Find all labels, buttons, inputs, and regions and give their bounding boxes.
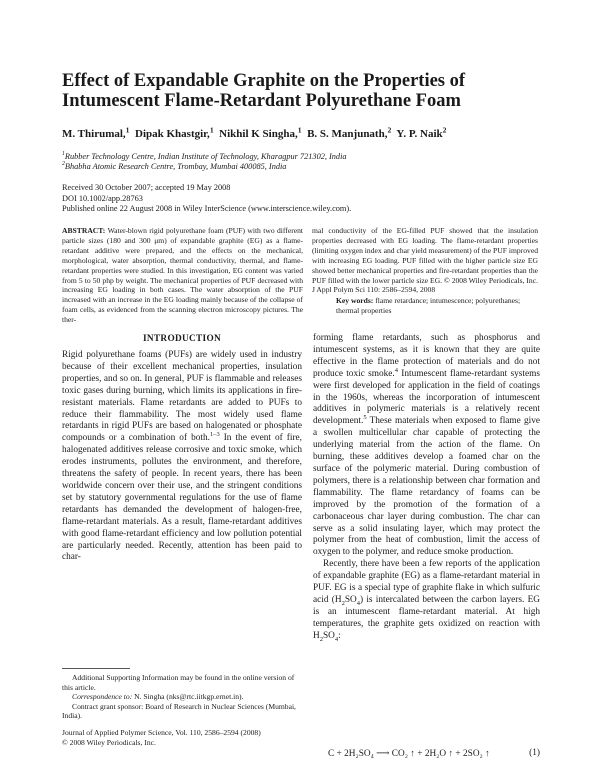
author: Y. P. Naik$^2$ — [396, 125, 447, 140]
article-title: Effect of Expandable Graphite on the Properties of Intumescent Flame-Retardant Polyurethane Foam — [62, 71, 466, 111]
keywords-label: Key words: — [336, 296, 374, 305]
paragraph: forming flame retardants, such as phosphorus and intumescent systems, as it is known that they are quite effective in the flame protection of materials and do not produce toxic smoke.$^4$ Intumescent flame-retardant systems were first developed for application in the field of coatings in the 1960s, whereas the incorporation of intumescent additives in polymeric materials is a relatively recent development.$^5$ These materials when exposed to flame give a swollen multicellular char capable of protecting the underlying material from the action of the flame. On burning, these additives develop a foamed char on the surface of the polymeric material. During combustion of polymers, there is a relationship between char formation and flammability. The flame retardancy of foams can be improved by the promotion of the formation of a carbonaceous char layer during combustion. The char can serve as a solid insulating layer, which may protect the polymer from the heat of combustion, limit the access of oxygen to the polymer, and reduce smoke production. — [313, 333, 540, 558]
abstract-text-left: Water-blown rigid polyurethane foam (PUF) with two different particle sizes (180 and 300 μm) of expandable graphite (EG) as a flame-retardant additive were prepared, and the effects on the mechanical, morphological, water absorption, thermal conductivity, thermal, and flame-retardant properties were studied. In this investigation, EG content was varied from 5 to 50 php by weight. The mechanical properties of PUF decreased with increasing EG loading in both cases. The water absorption of the PUF increased with an increase in the EG loading mainly because of the collapse of foam cells, as evidenced from the scanning electron microscopy pictures. The ther- — [62, 226, 303, 325]
affiliation: $^1$Rubber Technology Centre, Indian Institute of Technology, Kharagpur 721302, India — [62, 151, 347, 161]
doi: DOI 10.1002/app.28763 — [62, 193, 143, 203]
footnote-supporting-info: Additional Supporting Information may be found in the online version of this article. — [62, 673, 295, 692]
equation-number: (1) — [529, 748, 540, 758]
journal-citation — [62, 728, 302, 747]
author: Nikhil K Singha,$^1$ — [219, 125, 302, 140]
section-heading-introduction: INTRODUCTION — [143, 334, 221, 344]
author: B. S. Manjunath,$^2$ — [307, 125, 392, 140]
keywords-text: flame retardance; intumescence; polyurethanes; thermal properties — [336, 296, 521, 315]
abstract-label: ABSTRACT: — [62, 226, 106, 235]
footnotes — [62, 673, 302, 721]
abstract-left — [62, 226, 303, 325]
equation-body: C + 2H₂SO₄ ⟶ CO₂ ↑ + 2H₂O ↑ + 2SO₂ ↑ — [328, 749, 490, 759]
author-list — [62, 125, 562, 140]
received-date: Received 30 October 2007; accepted 19 May 2008 — [62, 183, 231, 192]
paragraph: Recently, there have been a few reports of the application of expandable graphite (EG) as a flame-retardant material in PUF. EG is a special type of graphite flake in which sulfuric acid $(H_2SO_4)$ is intercalated between the carbon layers. EG is an intumescent flame-retardant material. At high temperatures, the graphite gets oxidized on reaction with $H_2SO_4$: — [313, 559, 540, 643]
published-date: Published online 22 August 2008 in Wiley InterScience (www.interscience.wiley.com). — [62, 204, 352, 213]
footnote-correspondence: Correspondence to: N. Singha (nks@rtc.iitkgp.ernet.in). — [72, 692, 244, 702]
paragraph: Rigid polyurethane foams (PUFs) are widely used in industry because of their excellent mechanical properties, insulation properties, and so on. In general, PUF is flammable and releases toxic gases during burning, which limits its applications in fire-resistant materials. Flame retardants are added to PUFs to reduce their flammability. The most widely used flame retardants in rigid PUFs are based on halogenated or phosphate compounds or a combination of both.$^{1-3}$ In the event of fire, halogenated additives release corrosive and toxic smoke, which erodes instruments, pollutes the environment, and therefore, threatens the safety of people. In recent years, there has been worldwide concern over their use, and the stringent conditions set by statutory governmental regulations for the use of flame retardants has demanded the development of halogen-free, flame-retardant materials. As a result, flame-retardant additives with good flame-retardant efficiency and low pollution potential are particularly needed. Recently, attention has been paid to char- — [62, 350, 303, 563]
author: M. Thirumal,$^1$ — [62, 125, 130, 140]
author: Dipak Khastgir,$^1$ — [135, 125, 214, 140]
copyright: © 2008 Wiley Periodicals, Inc. — [62, 737, 156, 747]
affiliation: $^2$Bhabha Atomic Research Centre, Trombay, Mumbai 400085, India — [62, 161, 287, 171]
abstract-right: mal conductivity of the EG-filled PUF showed that the insulation properties decreased with EG loading. The flame-retardant properties (limiting oxygen index and char yield measurement) of the PUF improved with increasing EG loading. PUF filled with the higher particle size EG showed better mechanical properties and fire-retardant properties than the PUF filled with the lower particle size EG. © 2008 Wiley Periodicals, Inc. J Appl Polym Sci 110: 2586–2594, 2008 — [312, 226, 538, 295]
footnote-divider — [62, 668, 130, 669]
publication-dates — [62, 183, 542, 215]
keywords — [336, 296, 538, 316]
intro-column-right — [313, 333, 540, 643]
footnote-grant: Contract grant sponsor: Board of Research in Nuclear Sciences (Mumbai, India). — [62, 701, 296, 721]
journal-name: Journal of Applied Polymer Science, Vol. 110, 2586–2594 (2008) — [62, 728, 261, 737]
intro-column-left — [62, 350, 302, 564]
affiliations — [62, 152, 542, 172]
